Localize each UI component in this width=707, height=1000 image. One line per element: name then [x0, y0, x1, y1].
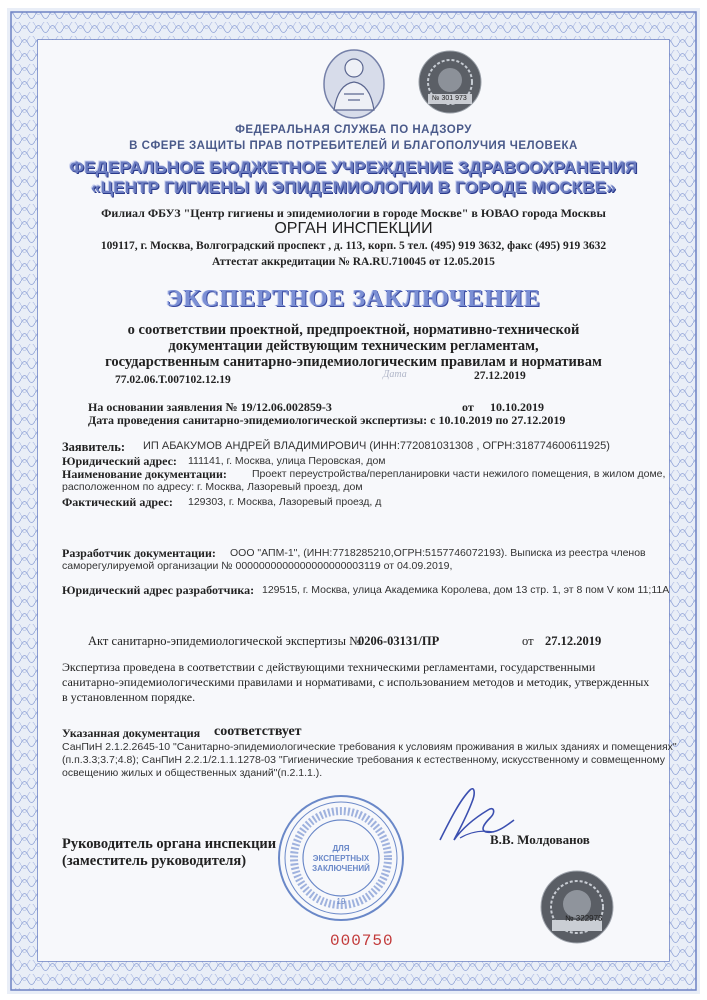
legal-address-label: Юридический адрес: — [62, 454, 177, 468]
emblem-icon — [318, 44, 390, 122]
conclusion-label: Указанная документация — [62, 726, 201, 740]
expertise-line-1: Экспертиза проведена в соответствии с действующими техническими регламентами, государственными — [62, 660, 596, 674]
documentation-label: Наименование документации: — [62, 467, 227, 481]
signer-role-2: (заместитель руководителя) — [62, 853, 247, 869]
applicant-label: Заявитель: — [62, 440, 126, 454]
applicant-value: ИП АБАКУМОВ АНДРЕЙ ВЛАДИМИРОВИЧ (ИНН:772081031308 , ОГРН:318774600611925) — [143, 440, 610, 452]
expertise-period: Дата проведения санитарно-эпидемиологической экспертизы: с 10.10.2019 по 27.12.2019 — [88, 413, 566, 427]
header-line-1: ФЕДЕРАЛЬНАЯ СЛУЖБА ПО НАДЗОРУ — [235, 124, 472, 136]
handwritten-signature — [430, 780, 520, 850]
document-title: ЭКСПЕРТНОЕ ЗАКЛЮЧЕНИЕ — [166, 286, 541, 312]
hologram-number-top: № 301 973 — [432, 95, 467, 102]
expertise-line-3: в установленном порядке. — [62, 690, 196, 704]
serial-number: 000750 — [330, 932, 394, 950]
signer-name: В.В. Молдованов — [490, 832, 590, 847]
accreditation: Аттестат аккредитации № RA.RU.710045 от 12.05.2015 — [212, 256, 495, 268]
subtitle-line-2: документации действующим техническим регламентам, — [168, 338, 539, 354]
subtitle-line-3: государственным санитарно-эпидемиологическим правилам и нормативам — [105, 354, 602, 370]
stamp-number: 19 — [336, 897, 346, 906]
developer-value-2: саморегулируемой организации № 0000000000000000000003119 от 04.09.2019, — [62, 560, 453, 572]
header-line-3: ФЕДЕРАЛЬНОЕ БЮДЖЕТНОЕ УЧРЕЖДЕНИЕ ЗДРАВООХРАНЕНИЯ — [69, 158, 638, 177]
conclusion-number: 77.02.06.Т.007102.12.19 — [115, 374, 231, 386]
actual-address-value: 129303, г. Москва, Лазоревый проезд, д — [188, 496, 382, 508]
hologram-sticker-top — [418, 50, 482, 114]
developer-legal-label: Юридический адрес разработчика: — [62, 583, 255, 597]
organ-title: ОРГАН ИНСПЕКЦИИ — [274, 220, 433, 237]
act-number: 0206-03131/ПР — [358, 634, 440, 648]
basis-from-label: от — [462, 400, 474, 414]
conclusion-date: 27.12.2019 — [474, 370, 526, 382]
signer-role-1: Руководитель органа инспекции — [62, 836, 277, 852]
header-line-4: «ЦЕНТР ГИГИЕНЫ И ЭПИДЕМИОЛОГИИ В ГОРОДЕ МОСКВЕ» — [90, 178, 617, 197]
developer-value: ООО "АПМ-1", (ИНН:7718285210,ОГРН:5157746072193). Выписка из реестра членов — [230, 547, 646, 559]
conclusion-norms — [62, 741, 677, 780]
header-line-2: В СФЕРЕ ЗАЩИТЫ ПРАВ ПОТРЕБИТЕЛЕЙ И БЛАГОПОЛУЧИЯ ЧЕЛОВЕКА — [129, 140, 578, 152]
branch-name: Филиал ФБУЗ "Центр гигиены и эпидемиологии в городе Москве" в ЮВАО города Москвы — [101, 206, 606, 220]
documentation-value: Проект переустройства/перепланировки части нежилого помещения, в жилом доме, — [252, 468, 666, 480]
subtitle-line-1: о соответствии проектной, предпроектной, нормативно-технической — [127, 322, 580, 338]
stamp-text-1: ДЛЯ — [332, 844, 350, 853]
expertise-text — [62, 660, 652, 705]
act-label: Акт санитарно-эпидемиологической экспертизы № — [88, 634, 362, 648]
conclusion-verdict: соответствует — [214, 724, 302, 739]
hologram-number-bottom: № 322975 — [565, 914, 603, 923]
norm-line-3: освещению жилых и общественных зданий"(п.2.1.1.). — [62, 767, 323, 779]
basis-application: На основании заявления № 19/12.06.002859-3 — [88, 400, 332, 414]
hologram-sticker-bottom — [540, 870, 614, 944]
act-from-label: от — [522, 634, 534, 648]
norm-line-1: СанПиН 2.1.2.2645-10 "Санитарно-эпидемиологические требования к условиям проживания в жилых зданиях и помещениях" — [62, 741, 677, 753]
developer-label: Разработчик документации: — [62, 546, 216, 560]
org-address: 109117, г. Москва, Волгоградский проспект , д. 113, корп. 5 тел. (495) 919 3632, факс (495) 919 3632 — [100, 240, 607, 252]
expertise-line-2: санитарно-эпидемиологическими правилами и нормативами, с использованием методов и методик, утвержденных — [62, 675, 650, 689]
documentation-value-2: расположенном по адресу: г. Москва, Лазоревый проезд, дом — [62, 481, 363, 493]
developer-legal-value: 129515, г. Москва, улица Академика Королева, дом 13 стр. 1, эт 8 пом V ком 11;11А — [262, 584, 670, 596]
norm-line-2: (п.п.3.3;3.7;4.8); СанПиН 2.2.1/2.1.1.1278-03 "Гигиенические требования к естественному, искусственному и совмещенному — [62, 754, 666, 766]
basis-from-date: 10.10.2019 — [490, 400, 544, 414]
actual-address-label: Фактический адрес: — [62, 495, 173, 509]
legal-address-value: 111141, г. Москва, улица Перовская, дом — [188, 455, 386, 467]
date-hint: Дата — [383, 369, 407, 380]
stamp-text-3: ЗАКЛЮЧЕНИЙ — [312, 864, 370, 873]
stamp-text-2: ЭКСПЕРТНЫХ — [312, 854, 370, 863]
act-date: 27.12.2019 — [545, 634, 602, 648]
